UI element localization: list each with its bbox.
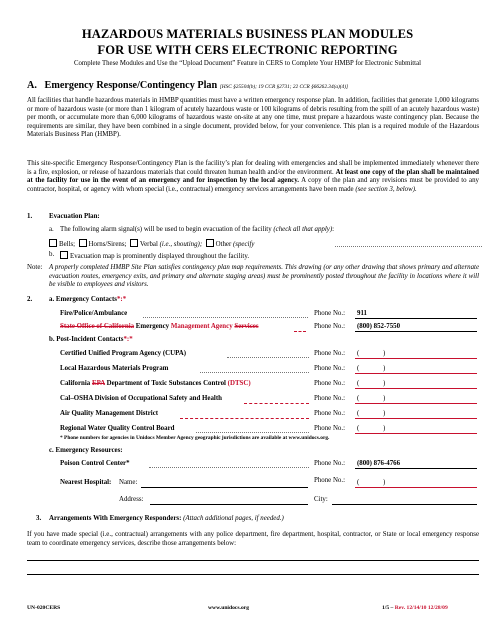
local-program-label: Local Hazardous Materials Program [60,365,169,372]
website: www.unidocs.org [208,605,250,611]
note-label: Note: [27,264,43,271]
dtsc-struck-epa: EPA [91,380,105,387]
evacuation-map-checkbox[interactable] [60,251,68,259]
dtsc-phone-field[interactable] [355,388,477,389]
item-1b-label: b. [49,251,55,258]
horns-checkbox[interactable] [79,239,87,247]
poison-phone-value: (800) 876-4766 [357,460,401,467]
intro-paragraph-2 [27,160,479,194]
bells-label: Bells; [59,241,76,248]
hospital-name-label: Name: [119,479,138,486]
horns-label: Horns/Sirens; [88,241,127,248]
state-struck-text-2: Services [234,323,259,330]
item-2a-title: Emergency Contacts [55,296,117,303]
item-2b-label: b. [49,336,55,343]
item-3-title: Arrangements With Emergency Responders: [49,515,182,522]
item-3-note: (Attach additional pages, if needed.) [183,515,284,522]
rwqcb-phone-field[interactable] [355,433,477,434]
fire-dotted-leader [143,317,308,318]
rwqcb-paren-close: ) [383,425,386,432]
item-1b-text: Evacuation map is prominently displayed throughout the facility. [70,253,250,260]
poison-phone-label: Phone No.: [314,460,346,467]
cal-osha-phone-label: Phone No.: [314,395,346,402]
cupa-phone-label: Phone No.: [314,350,346,357]
other-label: Other [215,241,232,248]
hospital-address-label: Address: [119,496,144,503]
item-2c-title: Emergency Resources: [55,447,123,454]
local-paren-open: ( [357,365,360,372]
dtsc-abbrev: (DTSC) [227,380,251,387]
cal-osha-paren-close: ) [383,395,386,402]
state-dash [294,331,306,332]
document-subtitle: Complete These Modules and Use the “Upload Document” Feature in CERS to Complete Your HMBP for Electronic Submittal [74,60,421,67]
arrangements-line-1[interactable] [27,560,479,561]
aqmd-label: Air Quality Management District [60,410,159,417]
item-2c-heading [49,447,123,454]
document-title-line-2: FOR USE WITH CERS ELECTRONIC REPORTING [97,43,398,57]
item-2a-mark: *:* [116,296,127,303]
other-checkbox[interactable] [206,239,214,247]
item-3-heading [49,515,284,522]
dtsc-california: California [60,380,91,387]
fire-phone-label: Phone No.: [314,310,346,317]
cal-osha-leader [244,403,309,404]
hospital-phone-label: Phone No.: [314,477,346,484]
arrangements-line-2[interactable] [27,574,479,575]
verbal-label: Verbal [139,241,158,248]
item-2c-label: c. [49,447,54,454]
aqmd-paren-open: ( [357,410,360,417]
item-3-number: 3. [36,515,42,522]
local-phone-field[interactable] [355,373,477,374]
revision-date: Rev. 12/14/10 12/28/09 [394,605,448,611]
other-specify-field[interactable] [335,246,482,247]
state-phone-label: Phone No.: [314,323,346,330]
state-agency-red: Management Agency [170,323,233,330]
verbal-checkbox[interactable] [130,239,138,247]
section-reference: [HSC §25504(b); 19 CCR §2731; 22 CCR §66262.34(a)(4)] [219,84,349,90]
cal-osha-paren-open: ( [357,395,360,402]
item-1-number: 1. [27,213,33,220]
intro-p2-bold: At least one copy of the plan shall be maintained at the facility for use in the event of an emergency and for inspection by the local agency. [27,168,479,185]
item-1b-row [60,251,249,260]
rwqcb-phone-label: Phone No.: [314,425,346,432]
aqmd-paren-close: ) [383,410,386,417]
intro-p2-see: (see section 3, below). [355,185,417,193]
rwqcb-label: Regional Water Quality Control Board [60,425,175,432]
fire-phone-value: 911 [357,310,367,317]
item-1a-main: The following alarm signal(s) will be used to begin evacuation of the facility [60,226,272,233]
rwqcb-paren-open: ( [357,425,360,432]
dtsc-phone-label: Phone No.: [314,380,346,387]
item-2b-heading [49,336,133,343]
form-id: UN-020CERS [27,605,61,611]
hospital-city-field[interactable] [332,504,477,505]
alarm-options-row [49,239,254,248]
hospital-paren-open: ( [357,479,360,486]
intro-paragraph-1: All facilities that handle hazardous materials in HMBP quantities must have a written emergency response plan. In addition, facilities that generate 1,000 kilograms or more of hazardous waste (or more than 1 kilogram of acutely hazardous waste or 100 kilograms of debris resulting from the spill of an acutely hazardous waste) per month, or accumulate more than 6,000 kilograms of hazardous waste on-site at any one time, must prepare a hazardous waste contingency plan. Because the requirements are similar, they have been combined in a single document, provided below, for your convenience. This plan is a required module of the Hazardous Materials Business Plan (HMBP). [27,97,479,139]
bells-checkbox[interactable] [49,239,57,247]
hospital-name-field[interactable] [141,487,308,488]
rwqcb-dotted-leader [196,432,309,433]
state-phone-value: (800) 852-7550 [357,323,401,330]
cal-osha-label: Cal–OSHA Division of Occupational Safety and Health [60,395,222,402]
poison-dotted-leader [149,467,309,468]
page-number: 1/5 – [382,605,394,611]
item-1-title: Evacuation Plan: [49,213,100,220]
hospital-address-field[interactable] [150,504,308,505]
section-letter: A. [27,80,37,91]
cal-osha-phone-field[interactable] [355,403,477,404]
state-emergency: Emergency [135,323,170,330]
cupa-dotted-leader [227,357,309,358]
nearest-hospital-label: Nearest Hospital: [60,479,112,486]
note-text: A properly completed HMBP Site Plan satisfies contingency plan map requirements. This drawing (or any other drawing that shows primary and alternate evacuation routes, emergency exits, and primary and alternate staging areas) must be prominently posted throughout the facility in locations where it will be visible to employees and visitors. [49,264,479,289]
intro-p2-copy: A copy of the plan and any revisions must be provided to any contractor, hospital, or agency with whom special (i.e., contractual) emergency services arrangements have been made [27,177,479,193]
item-2-number: 2. [27,296,33,303]
fire-police-ambulance-label: Fire/Police/Ambulance [60,310,128,317]
intro-p2-text: This site-specific Emergency Response/Contingency Plan is the facility’s plan for dealing with emergencies and shall be implemented immediately whenever there is a fire, explosion, or release of hazardous materials that could threaten human health and/or the environment. [27,160,479,176]
local-phone-label: Phone No.: [314,365,346,372]
item-1a-text: The following alarm signal(s) will be used to begin evacuation of the facility (check all that apply): [60,226,335,233]
hospital-paren-close: ) [383,479,386,486]
cupa-paren-close: ) [383,350,386,357]
dtsc-paren-open: ( [357,380,360,387]
item-2a-heading [49,296,126,303]
aqmd-phone-label: Phone No.: [314,410,346,417]
page-revision [382,605,448,611]
verbal-note: (i.e., shouting); [159,241,203,248]
section-heading [27,80,348,91]
local-paren-close: ) [383,365,386,372]
state-phone-field[interactable] [355,331,477,332]
local-dotted-leader [200,372,309,373]
item-1a-label: a. [49,226,54,233]
fire-phone-field[interactable] [355,318,477,319]
aqmd-phone-field[interactable] [355,418,477,419]
hospital-phone-field[interactable] [355,487,477,488]
state-struck-text: State Office of California [60,323,135,330]
dtsc-department: Department of Toxic Substances Control [106,380,226,387]
dtsc-label [60,380,251,387]
item-2b-mark: *:* [123,336,133,343]
aqmd-leader [180,418,309,419]
poison-control-label: Poison Control Center* [60,460,130,467]
item-3-text: If you have made special (i.e., contractual) arrangements with any police department, fire department, hospital, contractor, or State or local emergency response team to coordinate emergency services, describe those arrangements below: [27,531,479,547]
document-title-line-1: HAZARDOUS MATERIALS BUSINESS PLAN MODULES [81,27,414,41]
cupa-phone-field[interactable] [355,358,477,359]
cupa-label: Certified Unified Program Agency (CUPA) [60,350,187,357]
cupa-paren-open: ( [357,350,360,357]
item-2a-label: a. [49,296,55,303]
section-title: Emergency Response/Contingency Plan [44,80,218,91]
phone-footnote: * Phone numbers for agencies in Unidocs Member Agency geographic jurisdictions are available at www.unidocs.org. [60,435,330,441]
dtsc-paren-close: ) [383,380,386,387]
other-specify: (specify [233,241,255,248]
state-agency-label [60,323,259,330]
hospital-city-label: City: [314,496,328,503]
item-1a-italic: (check all that apply) [273,226,333,233]
item-2b-title: Post-Incident Contacts [56,336,124,343]
poison-phone-field[interactable] [355,468,477,469]
